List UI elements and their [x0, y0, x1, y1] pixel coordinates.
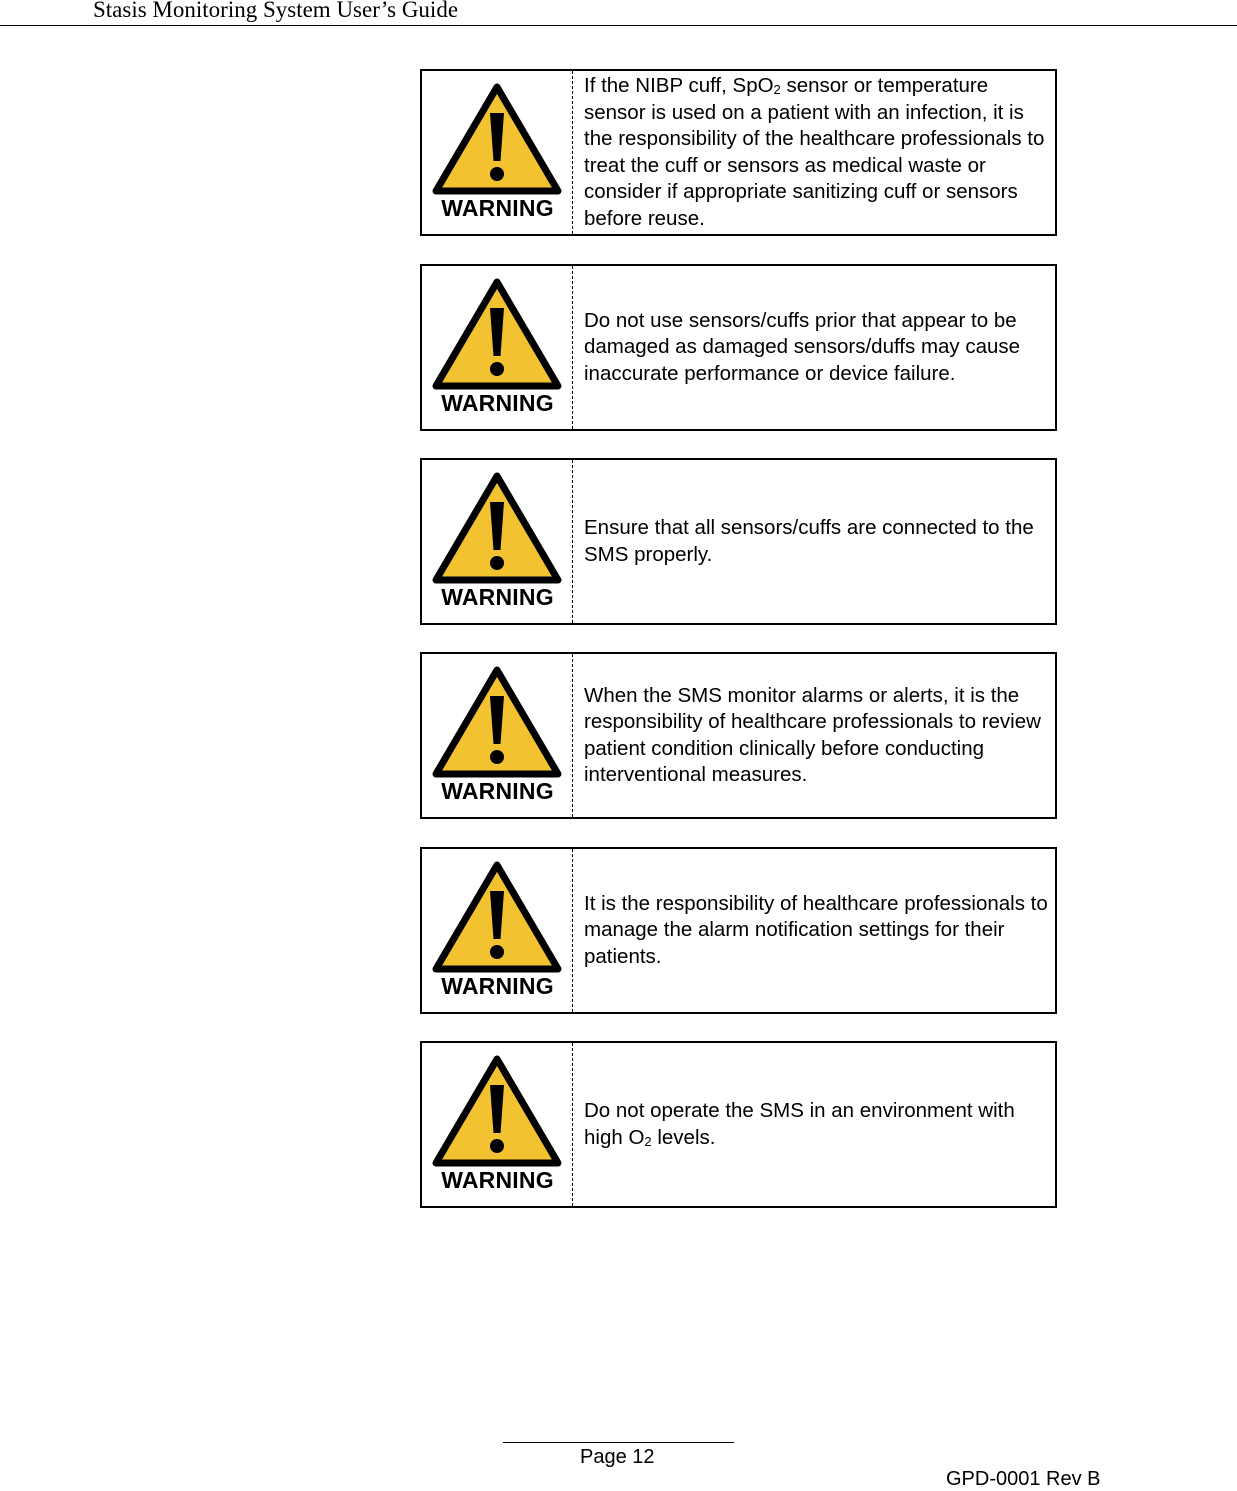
- warning-box: [420, 1041, 1057, 1208]
- warning-text-cell: [584, 460, 1049, 623]
- header-divider: [0, 25, 1237, 26]
- warning-icon-cell: [422, 71, 573, 234]
- warning-icon-cell: [422, 460, 573, 623]
- warning-triangle-icon: [432, 278, 562, 391]
- warning-label: WARNING: [441, 973, 554, 999]
- warning-triangle-icon: [432, 861, 562, 974]
- warning-text: Do not use sensors/cuffs prior that appear to be damaged as damaged sensors/duffs may cause inaccurate performance or device failure.: [584, 308, 1021, 385]
- warning-box: [420, 458, 1057, 625]
- document-header-title: Stasis Monitoring System User’s Guide: [93, 0, 459, 22]
- warning-text: Do not operate the SMS in an environment with high $O_2$ levels.: [584, 1099, 1015, 1149]
- footer-divider: [503, 1442, 734, 1443]
- warning-text-cell: [584, 654, 1049, 817]
- warning-icon-cell: [422, 1043, 573, 1206]
- warning-label: WARNING: [441, 1167, 554, 1193]
- warning-box: [420, 69, 1057, 236]
- warning-icon-cell: [422, 266, 573, 429]
- document-revision-id: GPD-0001 Rev B: [946, 1468, 1101, 1490]
- warning-text-cell: [584, 266, 1049, 429]
- warning-box: [420, 847, 1057, 1014]
- warning-box: [420, 264, 1057, 431]
- warning-label: WARNING: [441, 390, 554, 416]
- warning-label: WARNING: [441, 584, 554, 610]
- warning-text-cell: [584, 1043, 1049, 1206]
- warning-triangle-icon: [432, 472, 562, 585]
- warning-box: [420, 652, 1057, 819]
- warning-label: WARNING: [441, 778, 554, 804]
- warning-text: When the SMS monitor alarms or alerts, it is the responsibility of healthcare professionals to review patient condition clinically before conducting interventional measures.: [584, 683, 1041, 786]
- warning-text-cell: [584, 71, 1049, 234]
- warning-triangle-icon: [432, 83, 562, 196]
- warning-text-cell: [584, 849, 1049, 1012]
- warning-icon-cell: [422, 849, 573, 1012]
- warning-icon-cell: [422, 654, 573, 817]
- warning-triangle-icon: [432, 1055, 562, 1168]
- warning-text: If the NIBP cuff, SpO$_2$ sensor or temperature sensor is used on a patient with an infection, it is the responsibility of the healthcare professionals to treat the cuff or sensors as medical waste or consider if appropriate sanitizing cuff or sensors before reuse.: [584, 74, 1045, 230]
- warning-text: It is the responsibility of healthcare professionals to manage the alarm notification settings for their patients.: [584, 891, 1048, 968]
- warning-label: WARNING: [441, 195, 554, 221]
- warning-text: Ensure that all sensors/cuffs are connected to the SMS properly.: [584, 516, 1034, 566]
- warning-triangle-icon: [432, 666, 562, 779]
- page-number: Page 12: [580, 1446, 655, 1468]
